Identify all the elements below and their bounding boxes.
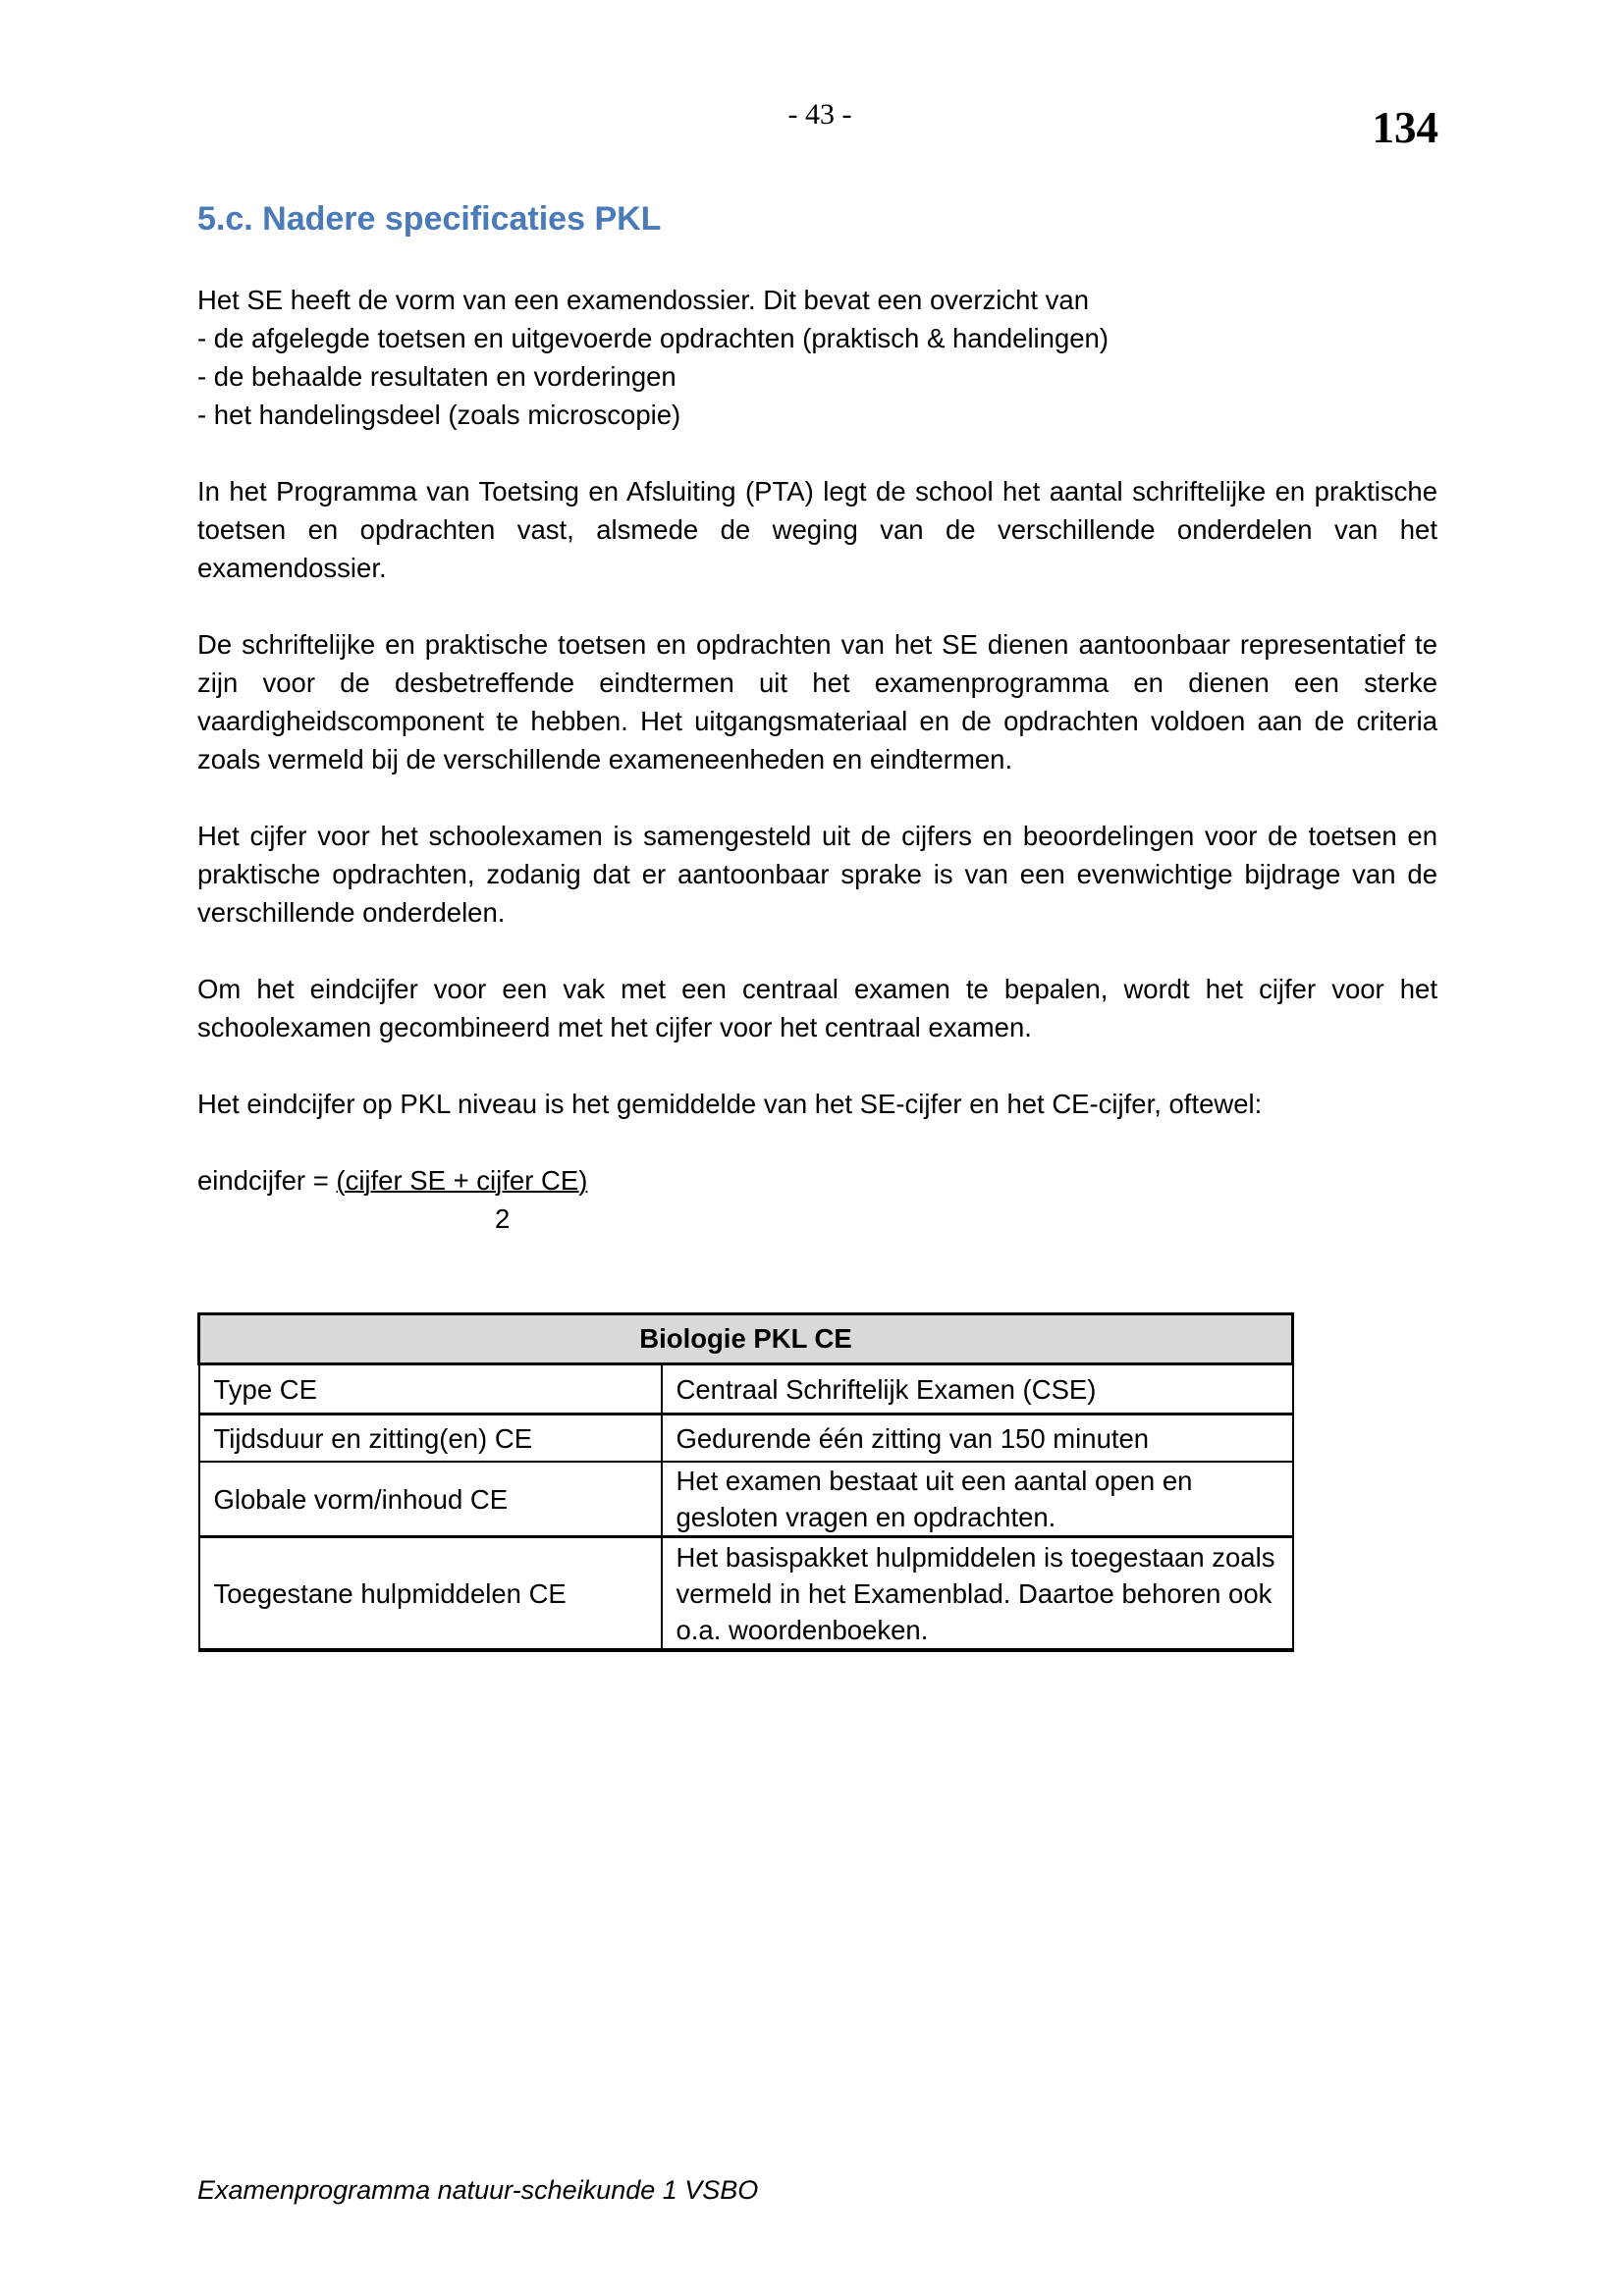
bullet-item: - de afgelegde toetsen en uitgevoerde opdrachten (praktisch & handelingen): [197, 323, 1110, 353]
row-label: Tijdsduur en zitting(en) CE: [199, 1415, 662, 1463]
paragraph-pkl-average: Het eindcijfer op PKL niveau is het gemiddelde van het SE-cijfer en het CE-cijfer, oftewel:: [197, 1089, 1263, 1119]
table-row: [199, 1462, 1293, 1537]
paragraph-se-grade: Het cijfer voor het schoolexamen is samengesteld uit de cijfers en beoordelingen voor de toetsen en praktische opdrachten, zodanig dat er aantoonbaar sprake is van een evenwichtige bijdrage van de verschillende onderdelen.: [197, 821, 1437, 928]
row-label: Globale vorm/inhoud CE: [199, 1462, 662, 1537]
formula-lhs: eindcijfer =: [197, 1165, 337, 1196]
row-value: Het examen bestaat uit een aantal open en gesloten vragen en opdrachten.: [662, 1462, 1293, 1537]
bullet-item: - het handelingsdeel (zoals microscopie): [197, 400, 681, 430]
formula-numerator: (cijfer SE + cijfer CE): [336, 1165, 588, 1196]
page-footer: Examenprogramma natuur-scheikunde 1 VSBO: [197, 2175, 759, 2205]
formula-denominator: 2: [495, 1203, 511, 1234]
table-row: [199, 1415, 1293, 1463]
table-row: [199, 1537, 1293, 1651]
row-label: Toegestane hulpmiddelen CE: [199, 1537, 662, 1651]
page-number: - 43 -: [787, 98, 852, 131]
paragraph-pta: In het Programma van Toetsing en Afsluiting (PTA) legt de school het aantal schriftelijke en praktische toetsen en opdrachten vast, alsmede de weging van de verschillende onderdelen van het examendossier.: [197, 476, 1437, 583]
ce-spec-table: [197, 1312, 1294, 1652]
paragraph-se-requirements: De schriftelijke en praktische toetsen en opdrachten van het SE dienen aantoonbaar representatief te zijn voor de desbetreffende eindtermen uit het examenprogramma en dienen een sterke vaardigheidscomponent te hebben. Het uitgangsmateriaal en de opdrachten voldoen aan de criteria zoals vermeld bij de verschillende exameneenheden en eindtermen.: [197, 629, 1437, 774]
section-title: 5.c. Nadere specificaties PKL: [197, 200, 662, 238]
row-value: Het basispakket hulpmiddelen is toegestaan zoals vermeld in het Examenblad. Daartoe behoren ook o.a. woordenboeken.: [662, 1537, 1293, 1651]
table-row: [199, 1364, 1293, 1415]
paragraph-final-grade: Om het eindcijfer voor een vak met een centraal examen te bepalen, wordt het cijfer voor het schoolexamen gecombineerd met het cijfer voor het centraal examen.: [197, 974, 1437, 1042]
table-title: Biologie PKL CE: [199, 1314, 1293, 1364]
stamp-number: 134: [1372, 103, 1438, 152]
formula: [197, 1161, 1437, 1238]
intro-text: Het SE heeft de vorm van een examendossier. Dit bevat een overzicht van: [197, 285, 1089, 315]
row-value: Gedurende één zitting van 150 minuten: [662, 1415, 1293, 1463]
row-value: Centraal Schriftelijk Examen (CSE): [662, 1364, 1293, 1415]
main-content: [197, 194, 1437, 1238]
bullet-item: - de behaalde resultaten en vorderingen: [197, 361, 677, 392]
row-label: Type CE: [199, 1364, 662, 1415]
